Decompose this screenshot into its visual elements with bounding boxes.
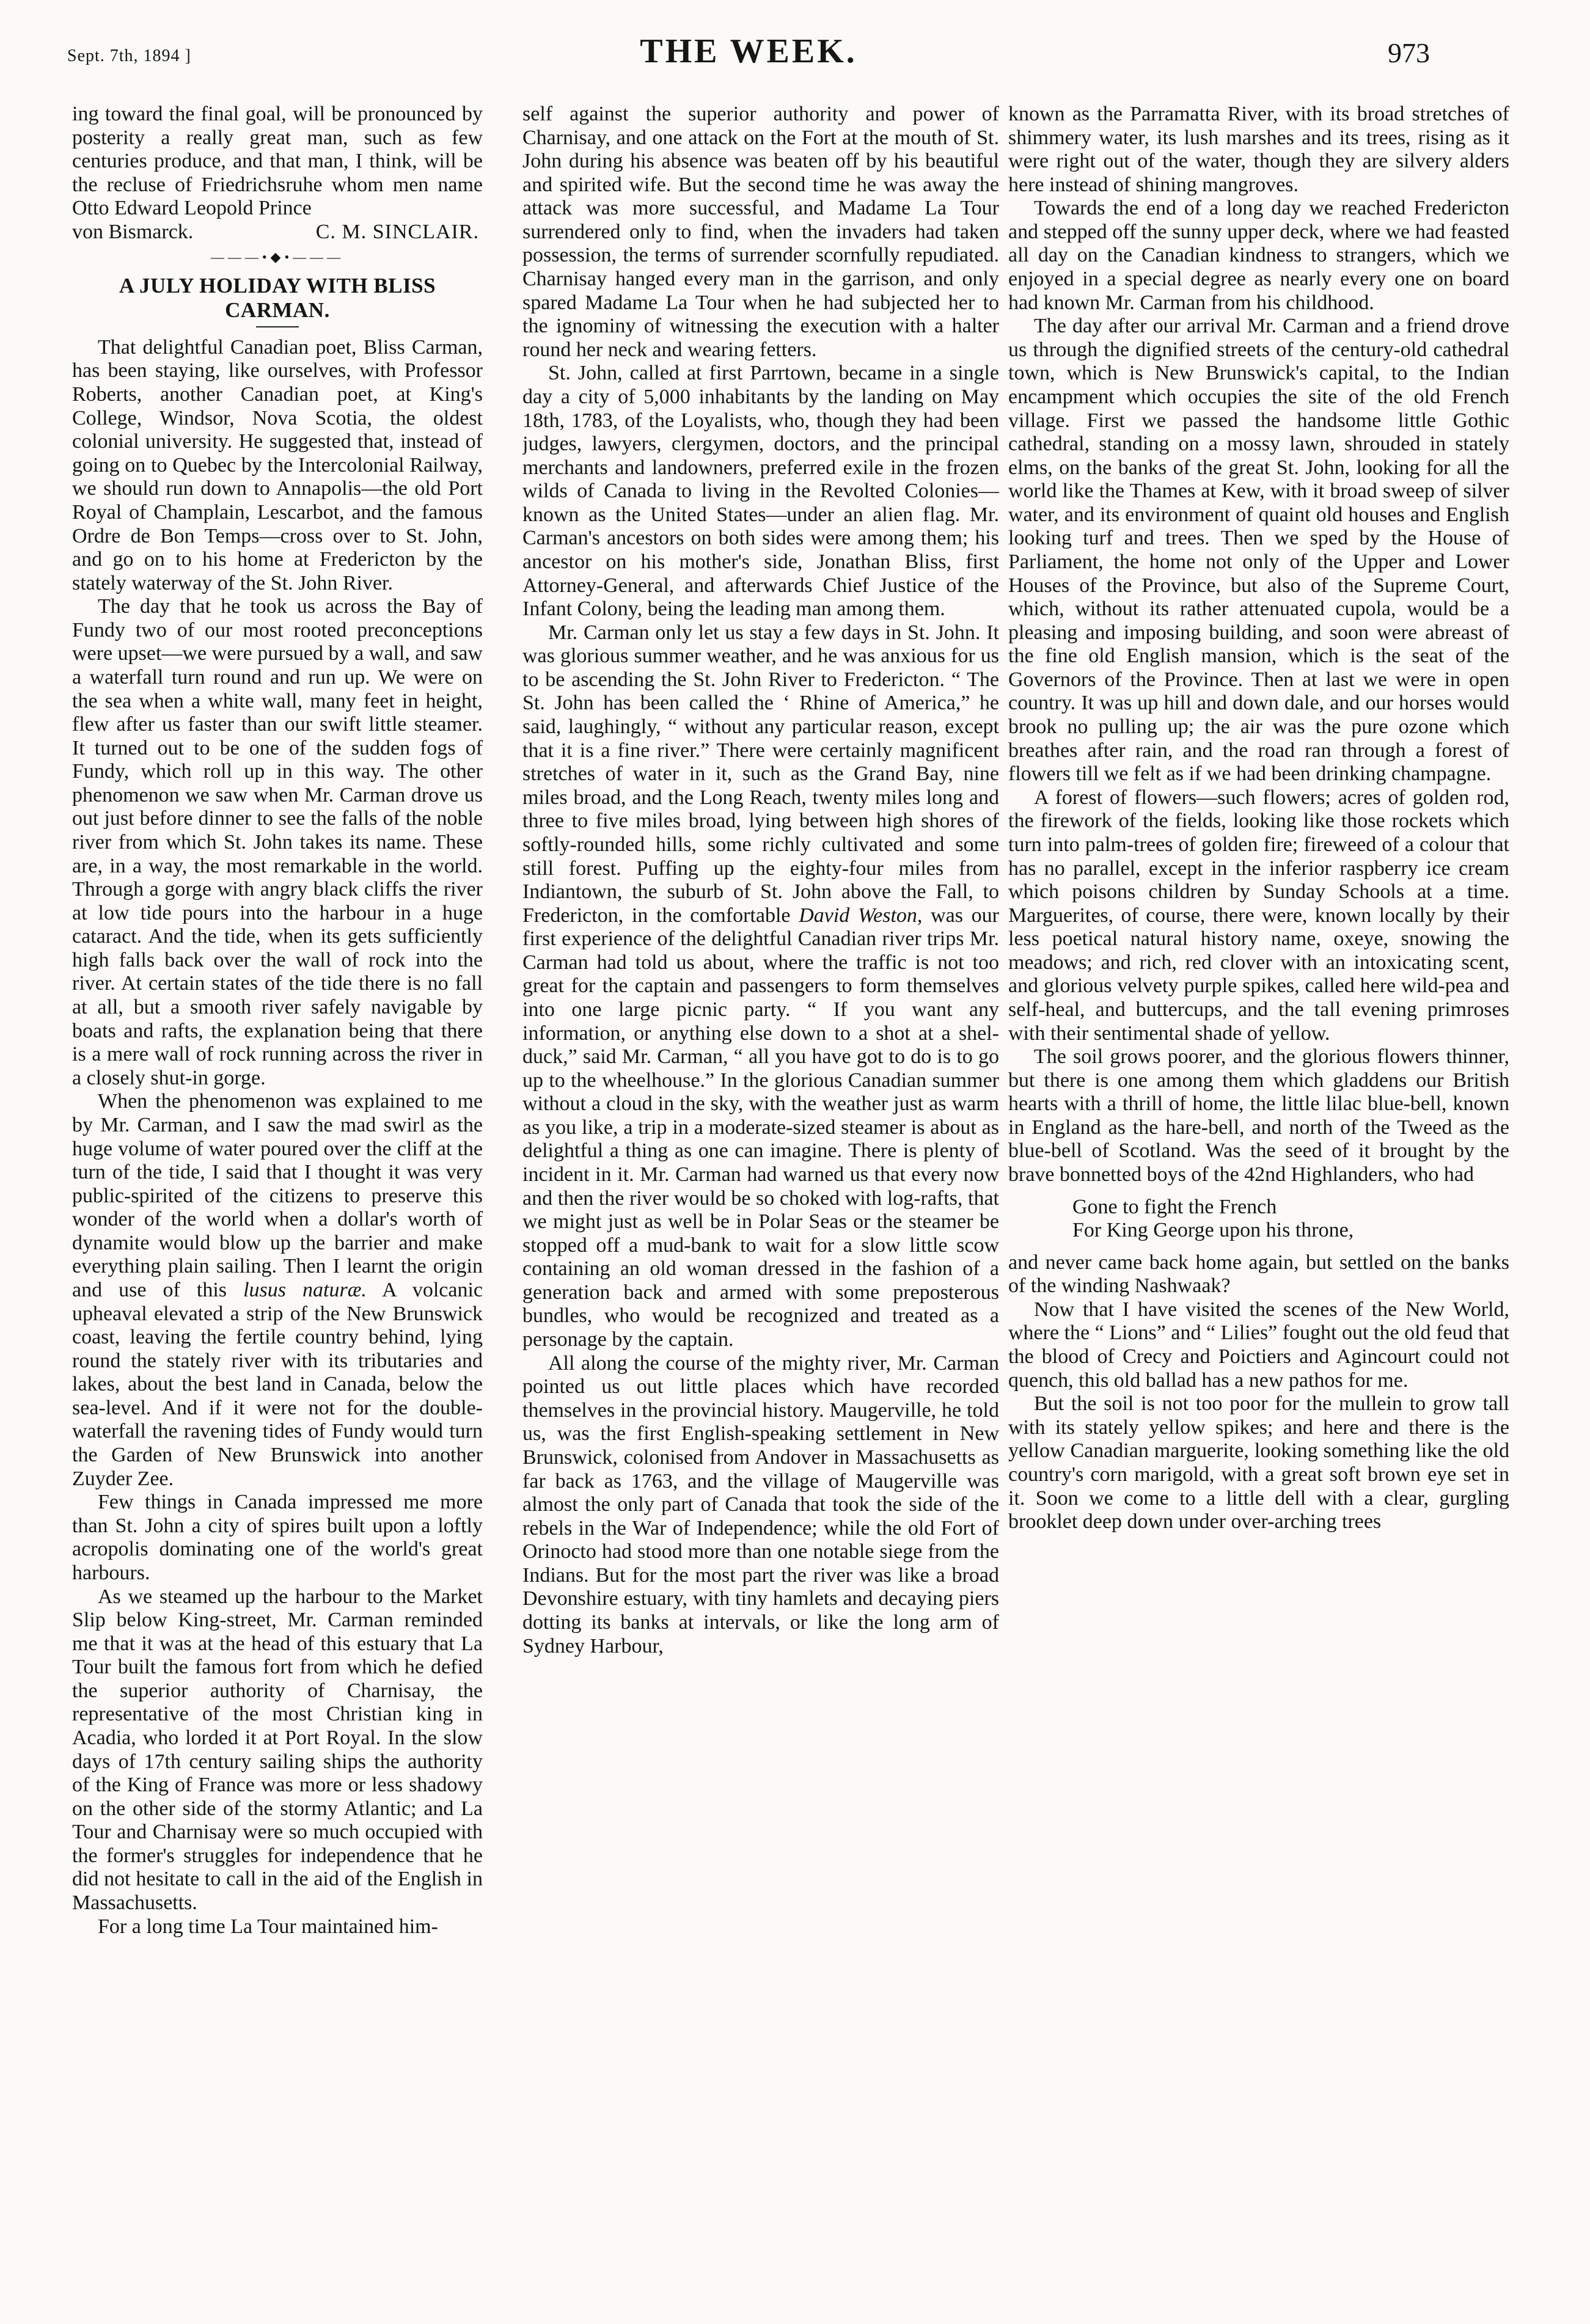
section-ornament: ———•◆•———: [210, 249, 345, 265]
paragraph: A forest of flowers—such flowers; acres of golden rod, the firework of the fields, looking like those rockets which turn into palm-trees of golden fire; fireweed of a colour that has no parallel, except in the inferior raspberry ice cream which poisons children by Sunday Schools at a time. Marguerites, of course, there were, known locally by their less poetical natural history name, oxeye, snowing the meadows; and rich, red clover with an intoxicating scent, and glorious velvety purple spikes, called here wild-pea and self-heal, and buttercups, and the tall evening primroses with their sentimental shade of yellow.: [1008, 786, 1509, 1045]
article-title: A JULY HOLIDAY WITH BLISS CARMAN.: [119, 274, 436, 323]
paragraph: St. John, called at first Parrtown, became in a single day a city of 5,000 inhabitants by the landing on May 18th, 1783, of the Loyalists, who, though they had been judges, lawyers, clergymen, doctors, and the principal merchants and landowners, preferred exile in the frozen wilds of Canada to living in the Revolted Colonies—known as the United States—under an alien flag. Mr. Carman's ancestors on both sides were among them; his ancestor on his mother's side, Jonathan Bliss, first Attorney-General, and afterwards Chief Justice of the Infant Colony, being the leading man among them.: [522, 362, 999, 621]
page-header: [67, 32, 1430, 81]
masthead-title: THE WEEK.: [640, 32, 857, 70]
paragraph: But the soil is not too poor for the mullein to grow tall with its stately yellow spikes; and here and there is the yellow Canadian marguerite, looking something like the old country's corn marigold, with a great soft brown eye set in it. Soon we come to a little dell with a clear, gurgling brooklet deep down under over-arching trees: [1008, 1392, 1509, 1533]
signature-line: [72, 221, 483, 244]
paragraph: Now that I have visited the scenes of the New World, where the “ Lions” and “ Lilies” fought out the old feud that the blood of Crecy and Poictiers and Agincourt could not quench, this old ballad has a new pathos for me.: [1008, 1298, 1509, 1392]
paragraph: ing toward the final goal, will be pronounced by posterity a really great man, such as few centuries produce, and that man, I think, will be the recluse of Friedrichsruhe whom men name Otto Edward Leopold Prince: [72, 103, 483, 220]
italic-phrase: lusus naturæ.: [243, 1279, 367, 1301]
page-number: 973: [1388, 37, 1430, 68]
paragraph: [72, 1090, 483, 1491]
paragraph-text: A volcanic upheaval elevated a strip of the New Brunswick coast, leaving the fertile country behind, lying round the stately river with its tributaries and lakes, about the best land in Canada, below the sea-level. And if it were not for the double-waterfall the ravening tides of Fundy would turn the Garden of New Brunswick into another Zuyder Zee.: [72, 1279, 483, 1490]
ballad-verse: [1072, 1196, 1509, 1243]
column-2: [522, 103, 999, 2278]
paragraph: The soil grows poorer, and the glorious flowers thinner, but there is one among them which gladdens our British hearts with a thrill of home, the little lilac blue-bell, known in England as the hare-bell, and north of the Tweed as the blue-bell of Scotland. Was the seed of it brought by the brave bonnetted boys of the 42nd Highlanders, who had: [1008, 1045, 1509, 1186]
paragraph: and never came back home again, but settled on the banks of the winding Nashwaak?: [1008, 1251, 1509, 1298]
paragraph: All along the course of the mighty river, Mr. Carman pointed us out little places which have recorded themselves in the provincial history. Maugerville, he told us, was the first English-speaking settlement in New Brunswick, colonised from Andover in Massachusetts as far back as 1763, and the village of Maugerville was almost the only part of Canada that took the side of the rebels in the War of Independence; while the old Fort of Orinocto had stood more than one notable siege from the Indians. But for the most part the river was like a broad Devonshire estuary, with tiny hamlets and decaying piers dotting its banks at intervals, or like the long arm of Sydney Harbour,: [522, 1351, 999, 1657]
paragraph: The day that he took us across the Bay of Fundy two of our most rooted preconceptions were upset—we were pursued by a wall, and saw a waterfall turn round and run up. We were on the sea when a white wall, many feet in height, flew after us faster than our swift little steamer. It turned out to be one of the sudden fogs of Fundy, which roll up in this way. The other phenomenon we saw when Mr. Carman drove us out just before dinner to see the falls of the noble river from which St. John takes its name. These are, in a way, the most remarkable in the world. Through a gorge with angry black cliffs the river at low tide pours into the harbour in a huge cataract. And the tide, when its gets sufficiently high falls back over the wall of rock into the river. At certain states of the tide there is no fall at all, but a smooth river safely navigable by boats and rafts, the explanation being that there is a mere wall of rock running across the river in a closely shut-in gorge.: [72, 595, 483, 1089]
header-date: Sept. 7th, 1894 ]: [67, 46, 191, 65]
paragraph-text: was our first experience of the delightful Canadian river trips Mr. Carman had told us about, where the traffic is not too great for the captain and passengers to form themselves into one large picnic party. “ If you want any information, or anything else down to a shot at a shel-duck,” said Mr. Carman, “ all you have got to do is to go up to the wheelhouse.” In the glorious Canadian summer without a cloud in the sky, with the weather just as warm as you like, a trip in a moderate-sized steamer is about as delightful a thing as one can imagine. There is plenty of incident in it. Mr. Carman had warned us that every now and then the river would be so choked with log-rafts, that we might just as well be in Polar Seas or the steamer be stopped off a mud-bank to wait for a slow little scow containing an old woman dressed in the fashion of a generation back and armed with some preposterous bundles, who would be recognized and treated as a personage by the captain.: [522, 904, 999, 1351]
column-3: [1008, 103, 1509, 2278]
verse-line: Gone to fight the French: [1072, 1195, 1277, 1218]
paragraph-text: Mr. Carman only let us stay a few days in St. John. It was glorious summer weather, and he was anxious for us to be ascending the St. John River to Fredericton. “ The St. John has been called the ‘ Rhine of America,” he said, laughingly, “ without any particular reason, except that it is a fine river.” There were certainly magnificent stretches of water in it, such as the Grand Bay, nine miles broad, and the Long Reach, twenty miles long and three to five miles broad, lying between high shores of softly-rounded hills, some richly cultivated and some still forest. Puffing up the eighty-four miles from Indiantown, the suburb of St. John above the Fall, to Fredericton, in the comfortable: [522, 621, 999, 927]
paragraph: [522, 621, 999, 1352]
paragraph: The day after our arrival Mr. Carman and a friend drove us through the dignified streets of the century-old cathedral town, which is New Brunswick's capital, to the Indian encampment which occupies the site of the old French village. First we passed the handsome little Gothic cathedral, standing on a mossy lawn, shrouded in stately elms, on the banks of the great St. John, looking for all the world like the Thames at Kew, with it broad sweep of silver water, and its environment of quaint old houses and English looking turf and trees. Then we sped by the House of Parliament, the home not only of the Upper and Lower Houses of the Province, but also of the Supreme Court, which, without its rather attenuated cupola, would be a pleasing and imposing building, and soon were abreast of the fine old English mansion, which is the seat of the Governors of the Province. Then at last we were in open country. It was up hill and down dale, and our horses would brook no pulling up; the air was the pure ozone which breathes after rain, and the road ran through a forest of flowers till we felt as if we had been drinking champagne.: [1008, 315, 1509, 786]
paragraph: As we steamed up the harbour to the Market Slip below King-street, Mr. Carman reminded me that it was at the head of this estuary that La Tour built the famous fort from which he defied the superior authority of Charnisay, the representative of the most Christian king in Acadia, who lorded it at Port Royal. In the slow days of 17th century sailing ships the authority of the King of France was more or less shadowy on the other side of the stormy Atlantic; and La Tour and Charnisay were so much occupied with the former's struggles for independence that he did not hesitate to call in the aid of the English in Massachusetts.: [72, 1585, 483, 1915]
paragraph: That delightful Canadian poet, Bliss Carman, has been staying, like ourselves, with Professor Roberts, another Canadian poet, at King's College, Windsor, Nova Scotia, the oldest colonial university. He suggested that, instead of going on to Quebec by the Intercolonial Railway, we should run down to Annapolis—the old Port Royal of Champlain, Lescarbot, and the famous Ordre de Bon Temps—cross over to St. John, and go on to his home at Fredericton by the stately waterway of the St. John River.: [72, 335, 483, 594]
paragraph: Towards the end of a long day we reached Fredericton and stepped off the sunny upper deck, where we had feasted all day on the Canadian kindness to strangers, which we enjoyed in a special degree as nearly every one on board had known Mr. Carman from his childhood.: [1008, 197, 1509, 314]
paragraph: self against the superior authority and power of Charnisay, and one attack on the Fort at the mouth of St. John during his absence was beaten off by his beautiful and spirited wife. But the second time he was away the attack was more successful, and Madame La Tour surrendered only to find, when the invaders had taken possession, the terms of surrender scornfully repudiated. Charnisay hanged every man in the garrison, and only spared Madame La Tour when he had subjected her to the ignominy of witnessing the execution with a halter round her neck and wearing fetters.: [522, 103, 999, 361]
paragraph: known as the Parramatta River, with its broad stretches of shimmery water, its lush marshes and its trees, rising as it were right out of the water, though they are silvery alders here instead of shining mangroves.: [1008, 103, 1509, 196]
paragraph-text: When the phenomenon was explained to me by Mr. Carman, and I saw the mad swirl as the huge volume of water poured over the cliff at the turn of the tide, I said that I thought it was very public-spirited of the citizens to preserve this wonder of the world when a dollar's worth of dynamite would blow up the barrier and make everything plain sailing. Then I learnt the origin and use of this: [72, 1090, 483, 1301]
column-1: [72, 103, 483, 2278]
title-rule: [256, 326, 299, 327]
paragraph: Few things in Canada impressed me more than St. John a city of spires built upon a loftly acropolis dominating one of the world's great harbours.: [72, 1491, 483, 1584]
paragraph: For a long time La Tour maintained him-: [98, 1915, 438, 1938]
italic-phrase: David Weston,: [799, 904, 923, 927]
verse-line: For King George upon his throne,: [1072, 1219, 1354, 1242]
author-signature: C. M. SINCLAIR.: [315, 220, 479, 243]
signature-text: von Bismarck.: [72, 220, 194, 243]
